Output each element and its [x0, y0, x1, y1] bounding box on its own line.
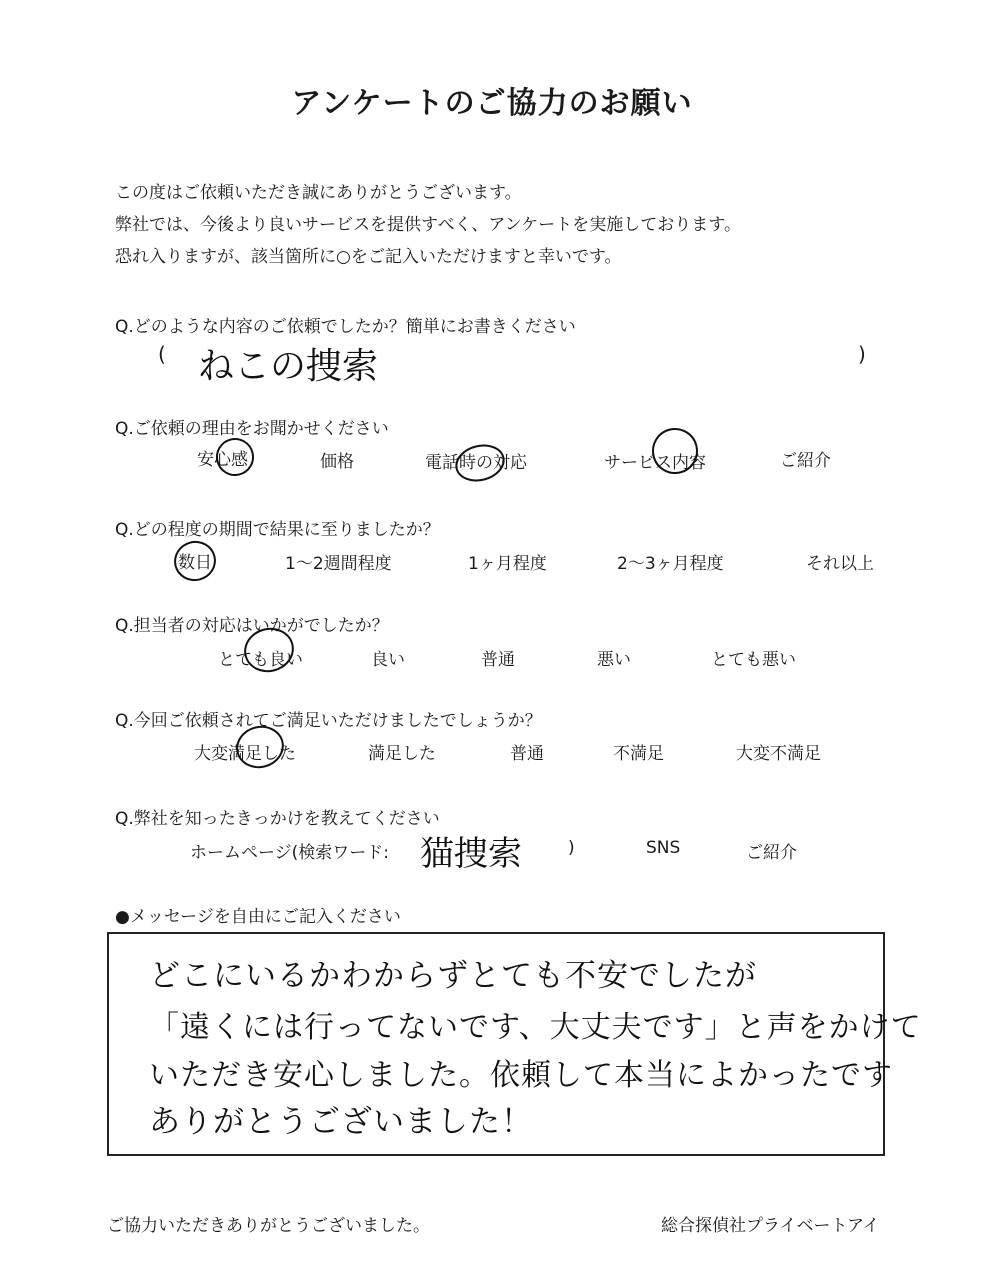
q4-option-bad[interactable]: 悪い — [597, 650, 631, 670]
q2-option-referral[interactable]: ご紹介 — [780, 451, 831, 471]
q3-question: Q.どの程度の期間で結果に至りましたか？ — [115, 520, 440, 540]
q6-option-referral[interactable]: ご紹介 — [746, 843, 797, 863]
q5-option-unsatisfied[interactable]: 不満足 — [613, 744, 664, 764]
q4-option-very-good[interactable]: とても良い — [218, 650, 303, 670]
q1-open-paren: ( — [158, 342, 166, 366]
q3-option-1-month[interactable]: 1ヶ月程度 — [468, 554, 547, 574]
q3-option-1-2-weeks[interactable]: 1～2週間程度 — [285, 554, 392, 574]
q5-option-very-satisfied[interactable]: 大変満足した — [194, 744, 296, 764]
q1-question: Q.どのような内容のご依頼でしたか？簡単にお書きください — [115, 317, 576, 337]
q3-option-longer[interactable]: それ以上 — [806, 554, 874, 574]
q4-option-normal[interactable]: 普通 — [481, 650, 515, 670]
q2-option-anshinkan[interactable]: 安心感 — [197, 450, 248, 470]
message-line-1: どこにいるかわからずとても不安でしたが — [149, 958, 757, 994]
q6-close-paren: ) — [568, 838, 575, 858]
page-title: アンケートのご協力のお願い — [291, 86, 693, 121]
q4-option-good[interactable]: 良い — [371, 650, 405, 670]
q5-option-satisfied[interactable]: 満足した — [368, 744, 436, 764]
q1-close-paren: ) — [858, 342, 866, 366]
q1-handwritten-answer[interactable]: ねこの捜索 — [198, 346, 379, 387]
q6-question: Q.弊社を知ったきっかけを教えてください — [115, 809, 440, 829]
q4-option-very-bad[interactable]: とても悪い — [711, 650, 796, 670]
q2-option-phone-response[interactable]: 電話時の対応 — [425, 453, 527, 473]
message-box[interactable] — [107, 932, 922, 1156]
q4-question: Q.担当者の対応はいかがでしたか？ — [115, 616, 389, 636]
message-line-4: ありがとうございました！ — [149, 1104, 533, 1140]
message-heading: ●メッセージを自由にご記入ください — [115, 907, 401, 927]
intro-line-3: 恐れ入りますが、該当箇所に○をご記入いただけますと幸いです。 — [115, 247, 622, 267]
q6-homepage-label[interactable]: ホームページ(検索ワード: — [190, 843, 390, 863]
q6-handwritten-search-word[interactable]: 猫捜索 — [420, 834, 522, 874]
q5-option-very-unsatisfied[interactable]: 大変不満足 — [736, 744, 821, 764]
intro-line-2: 弊社では、今後より良いサービスを提供すべく、アンケートを実施しております。 — [115, 215, 741, 235]
q3-option-2-3-months[interactable]: 2～3ヶ月程度 — [617, 554, 724, 574]
message-line-3: いただき安心しました。依頼して本当によかったです — [149, 1058, 893, 1093]
q2-option-service-content[interactable]: サービス内容 — [604, 453, 706, 473]
q5-option-normal[interactable]: 普通 — [510, 744, 544, 764]
q5-question: Q.今回ご依頼されてご満足いただけましたでしょうか？ — [115, 711, 542, 731]
q3-option-few-days[interactable]: 数日 — [178, 553, 212, 573]
q2-option-price[interactable]: 価格 — [320, 452, 354, 472]
footer-company: 総合探偵社プライベートアイ — [661, 1216, 880, 1236]
intro-line-1: この度はご依頼いただき誠にありがとうございます。 — [115, 183, 522, 203]
footer-thanks: ご協力いただきありがとうございました。 — [107, 1216, 430, 1236]
message-line-2: 「遠くには行ってないです、大丈夫です」と声をかけて — [149, 1010, 922, 1045]
q2-question: Q.ご依頼の理由をお聞かせください — [115, 419, 389, 439]
q6-option-sns[interactable]: SNS — [646, 838, 681, 858]
